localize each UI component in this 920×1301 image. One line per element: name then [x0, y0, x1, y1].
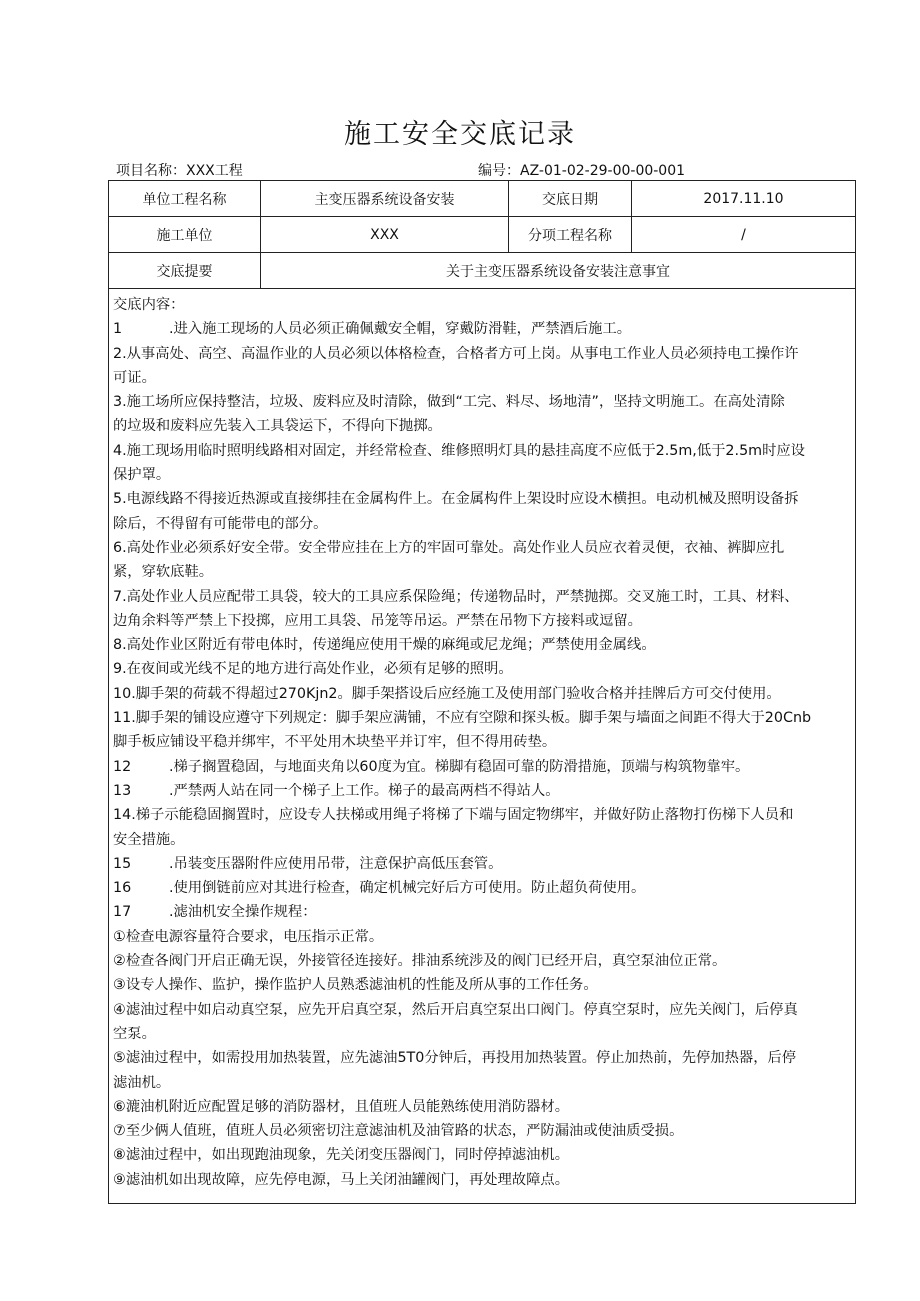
page-title: 施工安全交底记录: [344, 119, 576, 150]
content-line: [113, 998, 851, 1022]
sub-project-label: 分项工程名称: [509, 217, 632, 252]
item-text: 2.从事高处、高空、高温作业的人员必须以体格检查，合格者方可上岗。从事电工作业人员必须持电工操作许: [113, 345, 799, 362]
item-text: 14.梯子示能稳固搁置时，应设专人扶梯或用绳子将梯了下端与固定物绑牢，并做好防止落物打伤梯下人员和: [113, 807, 794, 824]
construction-unit-value: XXX: [261, 217, 509, 252]
content-line: [113, 463, 851, 487]
content-line: [113, 1095, 851, 1119]
item-text: 9.在夜间或光线不足的地方进行高处作业，必须有足够的照明。: [113, 661, 513, 678]
item-text: .吊装变压器附件应使用吊带，注意保护高低压套管。: [169, 855, 503, 872]
item-text: ②检查各阀门开启正确无误，外接管径连接好。排油系统涉及的阀门已经开启，真空泵油位正常。: [113, 953, 727, 970]
content-line: [113, 414, 851, 438]
item-text: 保护罩。: [113, 467, 171, 484]
date-value: 2017.11.10: [703, 190, 784, 207]
item-number: 12: [113, 758, 132, 775]
content-line: [113, 1119, 851, 1143]
content-line: [113, 730, 851, 754]
item-text: 滤油机。: [113, 1074, 171, 1091]
sub-project-value: /: [741, 226, 746, 243]
item-text: 除后，不得留有可能带电的部分。: [113, 515, 328, 532]
item-text: ①检查电源容量符合要求，电压指示正常。: [113, 928, 384, 945]
content-line: [113, 366, 851, 390]
item-text: ⑥漉油机附近应配置足够的消防器材，且值班人员能熟练使用消防器材。: [113, 1098, 570, 1115]
content-line: [113, 512, 851, 536]
content-line: [113, 585, 851, 609]
content-line: [113, 1071, 851, 1095]
content-line: [113, 925, 851, 949]
item-text: 安全措施。: [113, 831, 185, 848]
item-text: .进入施工现场的人员必须正确佩戴安全帽，穿戴防滑鞋，严禁酒后施工。: [169, 321, 632, 338]
date-label: 交底日期: [509, 181, 632, 216]
content-line: [113, 900, 851, 924]
item-text: 11.脚手架的铺设应遵守下列规定：脚手架应满铺，不应有空隙和探头板。脚手架与墙面之间距不得大于20Cnb: [113, 710, 812, 727]
content-lines: [113, 317, 851, 1192]
content-line: [113, 439, 851, 463]
content-line: [113, 560, 851, 584]
table-row: [109, 217, 855, 253]
item-text: 紧，穿软底鞋。: [113, 564, 214, 581]
item-text: .使用倒链前应对其进行检查，确定机械完好后方可使用。防止超负荷使用。: [169, 880, 646, 897]
table-row: [109, 253, 855, 289]
document-number: 编号：AZ-01-02-29-00-00-001: [478, 163, 686, 179]
item-number: 17: [113, 904, 132, 921]
item-number: 15: [113, 855, 132, 872]
item-text: 的垃圾和废料应先装入工具袋运下，不得向下抛掷。: [113, 418, 442, 435]
content-line: [113, 828, 851, 852]
item-text: ⑦至少俩人值班，值班人员必须密切注意滤油机及油管路的状态，严防漏油或使油质受损。: [113, 1123, 684, 1140]
content-line: [113, 1143, 851, 1167]
content-line: [113, 390, 851, 414]
project-name: 项目名称：XXX工程: [116, 163, 243, 179]
unit-project-label: 单位工程名称: [109, 181, 261, 216]
content-line: [113, 342, 851, 366]
item-text: 边角余料等严禁上下投掷，应用工具袋、吊笼等吊运。严禁在吊物下方接料或逗留。: [113, 612, 642, 629]
record-table: [108, 180, 856, 1204]
summary-label: 交底提要: [109, 253, 261, 288]
item-text: 3.施工场所应保持整洁，垃圾、废料应及时清除，做到“工完、料尽、场地清”，坚持文明施工。在高处清除: [113, 394, 785, 411]
item-text: 空泵。: [113, 1025, 156, 1042]
item-text: .梯子搁置稳固，与地面夹角以60度为宜。梯脚有稳固可靠的防滑措施，顶端与构筑物靠牢。: [169, 758, 750, 775]
item-text: 可证。: [113, 369, 156, 386]
content-heading: 交底内容：: [113, 297, 185, 313]
item-text: 5.电源线路不得接近热源或直接绑挂在金属构件上。在金属构件上架设时应设木横担。电动机械及照明设备拆: [113, 491, 799, 508]
content-line: [113, 633, 851, 657]
content-line: [113, 682, 851, 706]
item-text: 6.高处作业必须系好安全带。安全带应挂在上方的牢固可靠处。高处作业人员应衣着灵便，衣袖、裤脚应扎: [113, 539, 785, 556]
construction-unit-label: 施工单位: [109, 217, 261, 252]
content-line: [113, 876, 851, 900]
item-text: ⑧滤油过程中，如出现跑油现象，先关闭变压器阀门，同时停掉滤油机。: [113, 1147, 570, 1164]
content-line: [113, 1168, 851, 1192]
item-number: 13: [113, 782, 132, 799]
unit-project-value: 主变压器系统设备安装: [261, 181, 509, 216]
briefing-content: [109, 289, 855, 1192]
content-line: [113, 1046, 851, 1070]
content-line: [113, 706, 851, 730]
item-text: ⑨滤油机如出现故障，应先停电源，马上关闭油罐阀门，再处理故障点。: [113, 1171, 570, 1188]
content-line: [113, 779, 851, 803]
table-row: [109, 181, 855, 217]
item-text: 10.脚手架的荷载不得超过270Kjn2。脚手架搭设后应经施工及使用部门验收合格并挂牌后方可交付使用。: [113, 685, 781, 702]
content-line: [113, 973, 851, 997]
summary-value: 关于主变压器系统设备安装注意事宜: [446, 263, 670, 280]
item-text: 8.高处作业区附近有带电体时，传递绳应使用干燥的麻绳或尼龙绳；严禁使用金属线。: [113, 637, 656, 654]
item-text: 4.施工现场用临时照明线路相对固定，并经常检查、维修照明灯具的悬挂高度不应低于2.5m,低于2.5m时应设: [113, 442, 805, 459]
content-line: [113, 317, 851, 341]
item-text: ⑤滤油过程中，如需投用加热装置，应先滤油5T0分钟后，再投用加热装置。停止加热前，先停加热器，后停: [113, 1050, 797, 1067]
item-text: .滤油机安全操作规程：: [169, 904, 317, 921]
content-line: [113, 803, 851, 827]
content-line: [113, 487, 851, 511]
item-number: 16: [113, 880, 132, 897]
content-line: [113, 1022, 851, 1046]
item-text: 脚手板应铺设平稳并绑牢，不平处用木块垫平并订牢，但不得用砖垫。: [113, 734, 557, 751]
item-number: 1: [113, 321, 123, 338]
content-line: [113, 949, 851, 973]
content-line: [113, 609, 851, 633]
content-line: [113, 657, 851, 681]
item-text: ④滤油过程中如启动真空泵，应先开启真空泵，然后开启真空泵出口阀门。停真空泵时，应先关阀门，后停真: [113, 1001, 798, 1018]
item-text: .严禁两人站在同一个梯子上工作。梯子的最高两档不得站人。: [169, 782, 560, 799]
content-line: [113, 536, 851, 560]
content-line: [113, 755, 851, 779]
content-line: [113, 852, 851, 876]
item-text: ③设专人操作、监护，操作监护人员熟悉滤油机的性能及所从事的工作任务。: [113, 977, 598, 994]
item-text: 7.高处作业人员应配带工具袋，较大的工具应系保险绳；传递物品时，严禁抛掷。交叉施工时，工具、材料、: [113, 588, 799, 605]
